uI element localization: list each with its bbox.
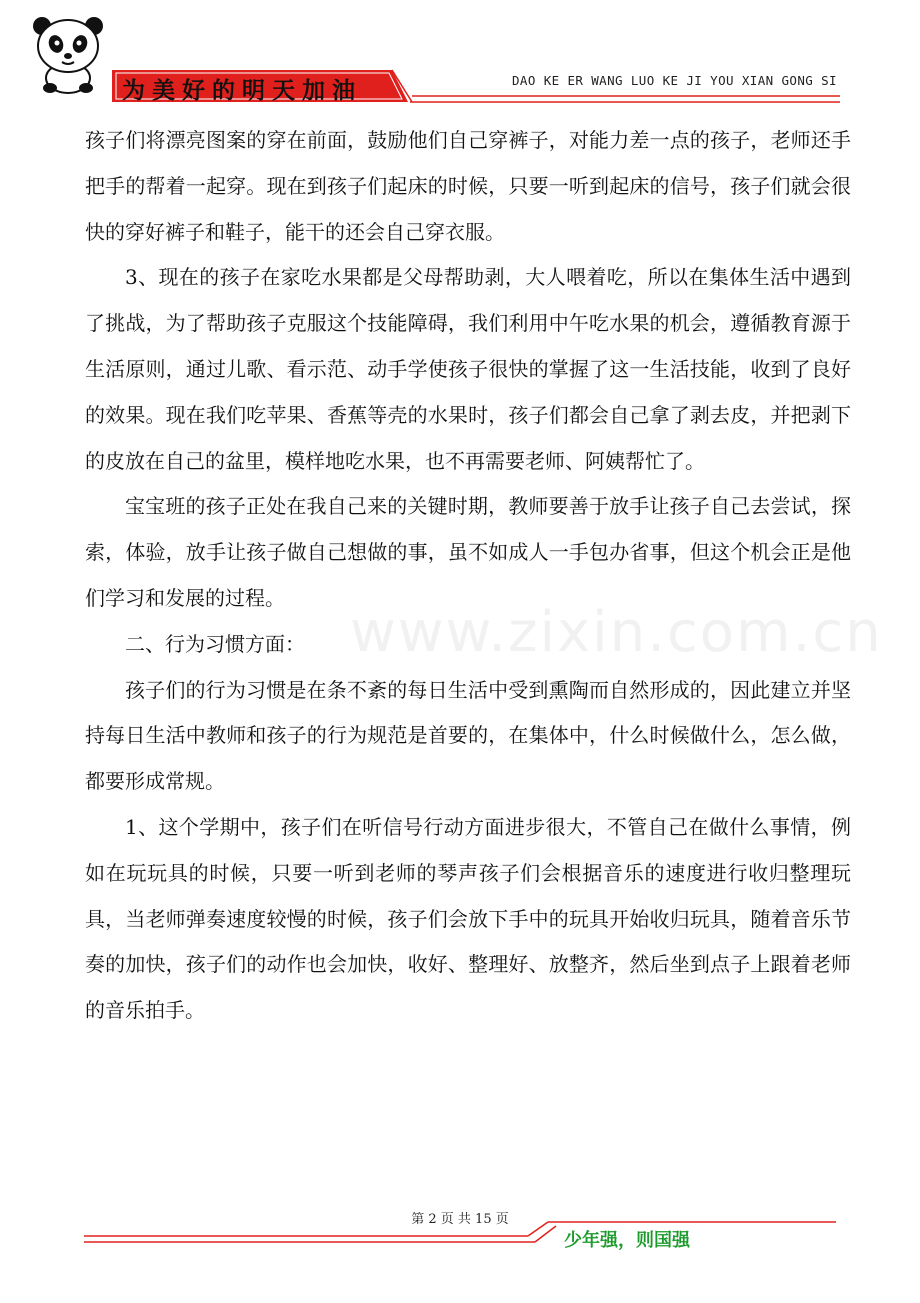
paragraph: 孩子们的行为习惯是在条不紊的每日生活中受到熏陶而自然形成的，因此建立并坚持每日生活中教师和孩子的行为规范是首要的，在集体中，什么时候做什么，怎么做，都要形成常规。 [85,677,851,794]
paragraph: 孩子们将漂亮图案的穿在前面，鼓励他们自己穿裤子，对能力差一点的孩子，老师还手把手的帮着一起穿。现在到孩子们起床的时候，只要一听到起床的信号，孩子们就会很快的穿好裤子和鞋子，能干的还会自己穿衣服。 [85,128,851,244]
paragraph: 宝宝班的孩子正处在我自己来的关键时期，教师要善于放手让孩子自己去尝试，探索，体验，放手让孩子做自己想做的事，虽不如成人一手包办省事，但这个机会正是他们学习和发展的过程。 [85,494,851,610]
section-heading: 二、行为习惯方面： [125,631,305,656]
header-slogan: 为美好的明天加油 [122,78,362,104]
paragraph: 1、这个学期中，孩子们在听信号行动方面进步很大，不管自己在做什么事情，例如在玩玩具的时候，只要一听到老师的琴声孩子们会根据音乐的速度进行收归整理玩具，当老师弹奏速度较慢的时候，孩子们会放下手中的玩具开始收归玩具，随着音乐节奏的加快，孩子们的动作也会加快，收好、整理好、放整齐，然后坐到点子上跟着老师的音乐拍手。 [85,814,851,1023]
footer-slogan: 少年强，则国强 [564,1230,690,1251]
document-body [85,118,851,1034]
page-number: 第 2 页 共 15 页 [411,1212,509,1227]
company-name: DAO KE ER WANG LUO KE JI YOU XIAN GONG SI [512,73,837,88]
watermark: www.zixin.com.cn [350,600,883,665]
paragraph: 3、现在的孩子在家吃水果都是父母帮助剥，大人喂着吃，所以在集体生活中遇到了挑战，为了帮助孩子克服这个技能障碍，我们利用中午吃水果的机会，遵循教育源于生活原则，通过儿歌、看示范、动手学使孩子很快的掌握了这一生活技能，收到了良好的效果。现在我们吃苹果、香蕉等壳的水果时，孩子们都会自己拿了剥去皮，并把剥下的皮放在自己的盆里，模样地吃水果，也不再需要老师、阿姨帮忙了。 [85,265,851,473]
